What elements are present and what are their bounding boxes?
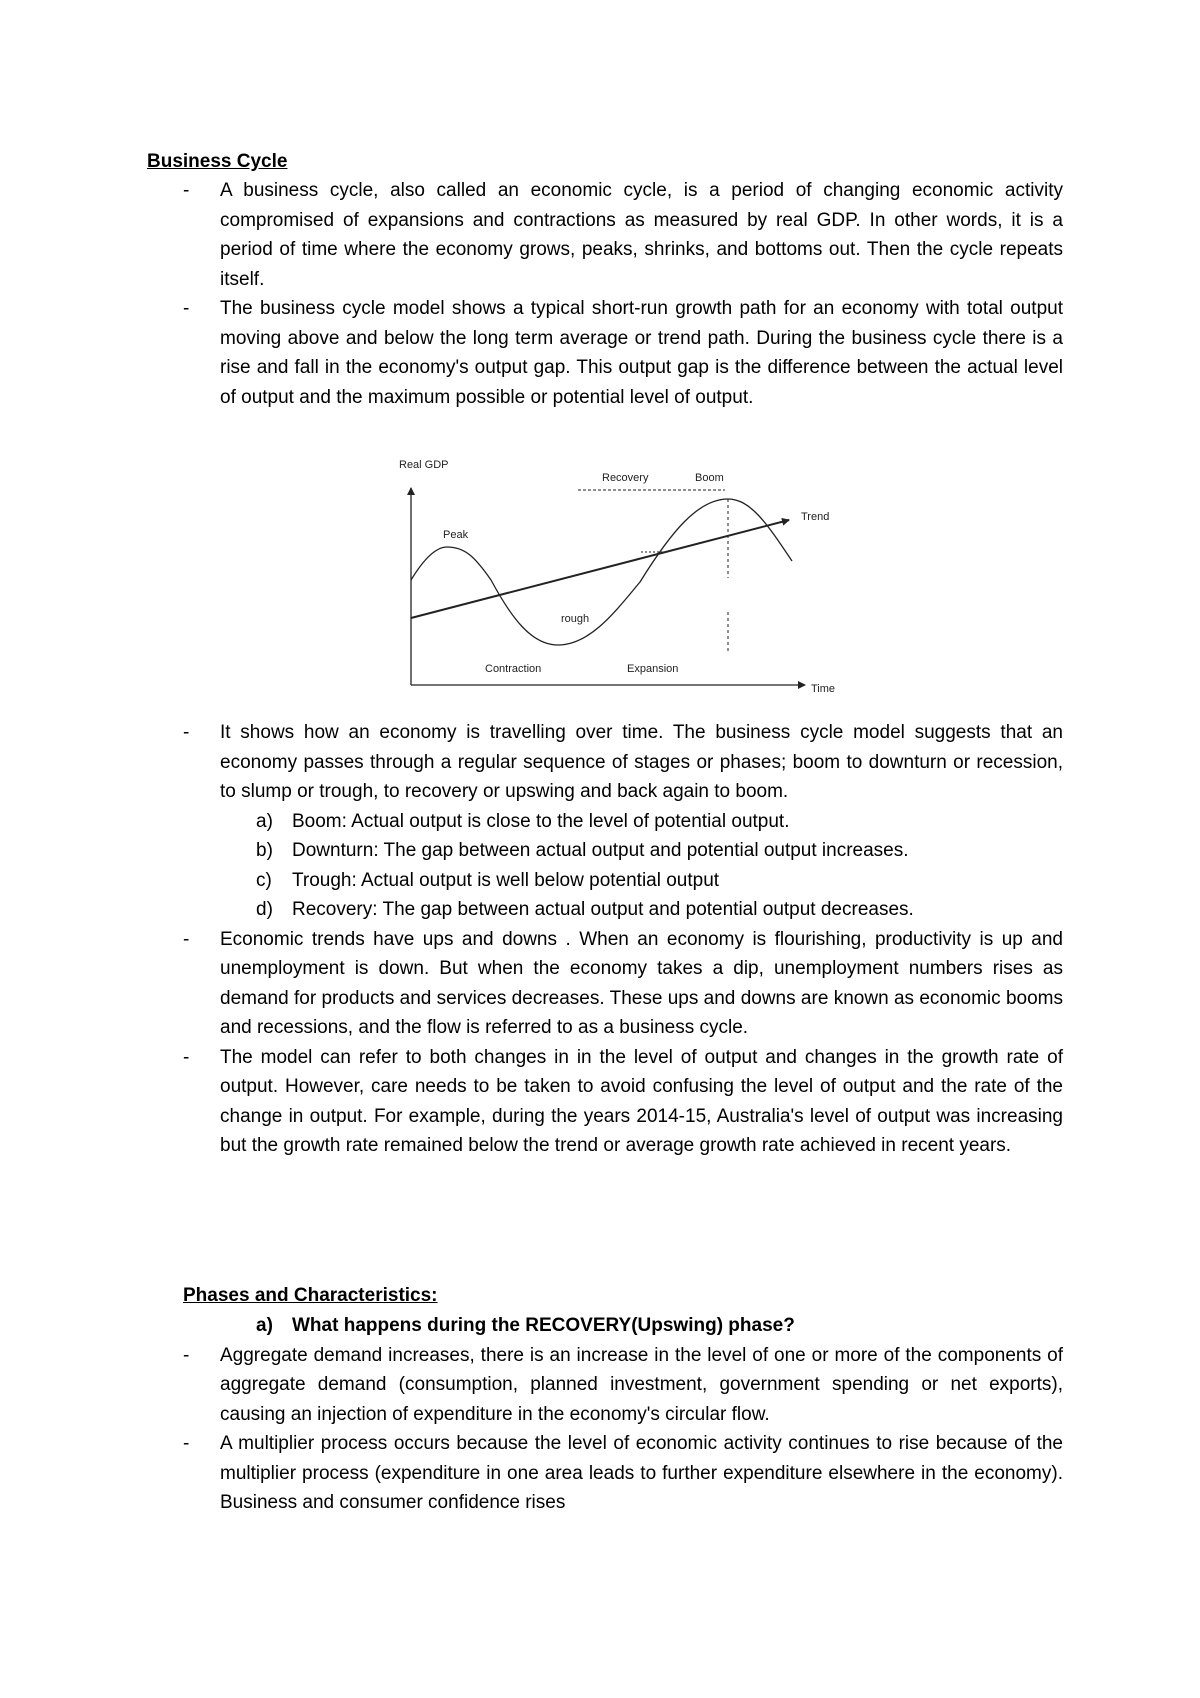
bullet-item (183, 1429, 1063, 1518)
list-text: Recovery: The gap between actual output and potential output decreases. (292, 899, 914, 920)
bullet-dash: - (183, 1433, 190, 1454)
bullet-text: Economic trends have ups and downs . When an economy is flourishing, productivity is up and unemployment is down. But when the economy takes a dip, unemployment numbers rises as demand for products and services decreases. These ups and downs are known as economic booms and recessions, and the flow is referred to as a business cycle. (220, 928, 1063, 1038)
phase-list-item (183, 895, 1063, 925)
bullet-text: It shows how an economy is travelling over time. The business cycle model suggests that an economy passes through a regular sequence of stages or phases; boom to downturn or recession, to slump or trough, to recovery or upswing and back again to boom. (220, 722, 1063, 802)
expansion-label: Expansion (627, 663, 679, 675)
bullet-dash: - (183, 928, 190, 950)
bullet-dash: - (183, 298, 190, 319)
phase-list-item (183, 866, 1063, 896)
boom-label: Boom (695, 472, 724, 484)
phase-list-item (183, 836, 1063, 866)
bullet-item (183, 925, 1063, 1043)
bullet-dash: - (183, 1046, 190, 1068)
list-text: Downturn: The gap between actual output and potential output increases. (292, 840, 909, 861)
bullet-dash: - (183, 180, 190, 201)
business-cycle-diagram (395, 452, 855, 697)
bullet-dash: - (183, 1344, 190, 1366)
cycle-curve (411, 499, 792, 645)
list-letter: a) (256, 1315, 273, 1336)
bullet-text: Aggregate demand increases, there is an increase in the level of one or more of the components of aggregate demand (consumption, planned investment, government spending or net exports), causing an injection of expenditure in the economy's circular flow. (220, 1344, 1063, 1425)
x-axis-label: Time (811, 683, 836, 695)
peak-label: Peak (443, 529, 469, 541)
bullet-dash: - (183, 722, 190, 743)
recovery-label: Recovery (602, 472, 649, 484)
list-text: Boom: Actual output is close to the level of potential output. (292, 810, 790, 832)
list-letter: b) (256, 840, 273, 861)
list-letter: a) (256, 810, 273, 832)
main-bullets (183, 718, 1063, 1161)
heading-business-cycle: Business Cycle (147, 151, 288, 172)
bullet-text: The business cycle model shows a typical short-run growth path for an economy with total output moving above and below the long term average or trend path. During the business cycle there is a rise and fall in the economy's output gap. This output gap is the difference between the actual level of output and the maximum possible or potential level of output. (220, 298, 1063, 408)
bullet-text: A multiplier process occurs because the level of economic activity continues to rise because of the multiplier process (expenditure in one area leads to further expenditure elsewhere in the economy). Business and consumer confidence rises (220, 1433, 1063, 1513)
trend-label: Trend (801, 511, 830, 523)
bullet-text: The model can refer to both changes in in the level of output and changes in the growth rate of output. However, care needs to be taken to avoid confusing the level of output and the rate of the change in output. For example, during the years 2014-15, Australia's level of output was increasing but the growth rate remained below the trend or average growth rate achieved in recent years. (220, 1046, 1063, 1156)
heading-phases: Phases and Characteristics: (183, 1285, 438, 1306)
bullet-text: A business cycle, also called an economic cycle, is a period of changing economic activity compromised of expansions and contractions as measured by real GDP. In other words, it is a period of time where the economy grows, peaks, shrinks, and bottoms out. Then the cycle repeats itself. (220, 180, 1063, 290)
recovery-section (183, 1311, 1063, 1518)
question-text: What happens during the RECOVERY(Upswing) phase? (292, 1315, 795, 1336)
y-axis-label: Real GDP (399, 459, 449, 471)
bullet-item (183, 294, 1063, 412)
bullet-item (183, 176, 1063, 294)
question-item (183, 1311, 1063, 1341)
trough-label: rough (561, 613, 590, 625)
intro-bullets (183, 176, 1063, 412)
bullet-item (183, 1043, 1063, 1161)
list-text: Trough: Actual output is well below potential output (292, 869, 720, 891)
bullet-item (183, 718, 1063, 807)
list-letter: d) (256, 899, 273, 920)
phase-list-item (183, 807, 1063, 837)
bullet-item (183, 1341, 1063, 1430)
contraction-label: Contraction (485, 663, 542, 675)
list-letter: c) (256, 869, 272, 891)
